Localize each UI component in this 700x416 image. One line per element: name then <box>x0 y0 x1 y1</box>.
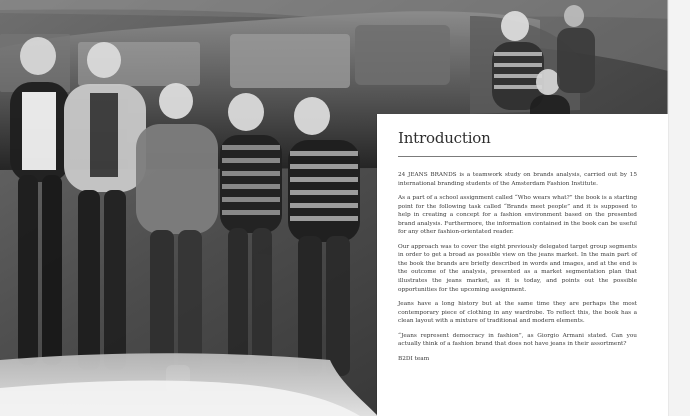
introduction-text <box>398 171 637 363</box>
title-divider <box>398 156 637 157</box>
page-title: Introduction <box>398 129 491 147</box>
introduction-panel <box>377 114 668 416</box>
intro-paragraph-5: “Jeans represent democracy in fashion”, as Giorgio Armani stated. Can you actually think of a fashion brand that does not have jeans in their assortment? <box>398 332 637 348</box>
intro-paragraph-4: Jeans have a long history but at the same time they are perhaps the most contemporary piece of clothing in any wardrobe. To reflect this, the book has a clean layout with a mixture of traditional and modern elements. <box>398 301 637 325</box>
intro-paragraph-2: As a part of a school assignment called “Who wears what?” the book is a starting point for the following task called “Brands meet people” and it is supposed to help in creating a concept for a fashion environment based on the presented brand analysis. Furthermore, the information contained in the book can be useful for any other fashion-orientated reader. <box>398 195 637 236</box>
intro-paragraph-3: Our approach was to cover the eight previously delegated target group segments in order to get a broad as possible view on the jeans market. In the main part of the book the brands are briefly described in words and images, and at the end is the outcome of the analysis, presented as a market segmentation plan that illustrates the jeans market, as it is today, and points out the possible opportunities for the upcoming assignment. <box>398 243 637 293</box>
intro-paragraph-1: 24 JEANS BRANDS is a teamwork study on brands analysis, carried out by 15 international branding students of the Amsterdam Fashion Institute. <box>398 172 637 187</box>
signature: B2DI team <box>398 355 430 362</box>
